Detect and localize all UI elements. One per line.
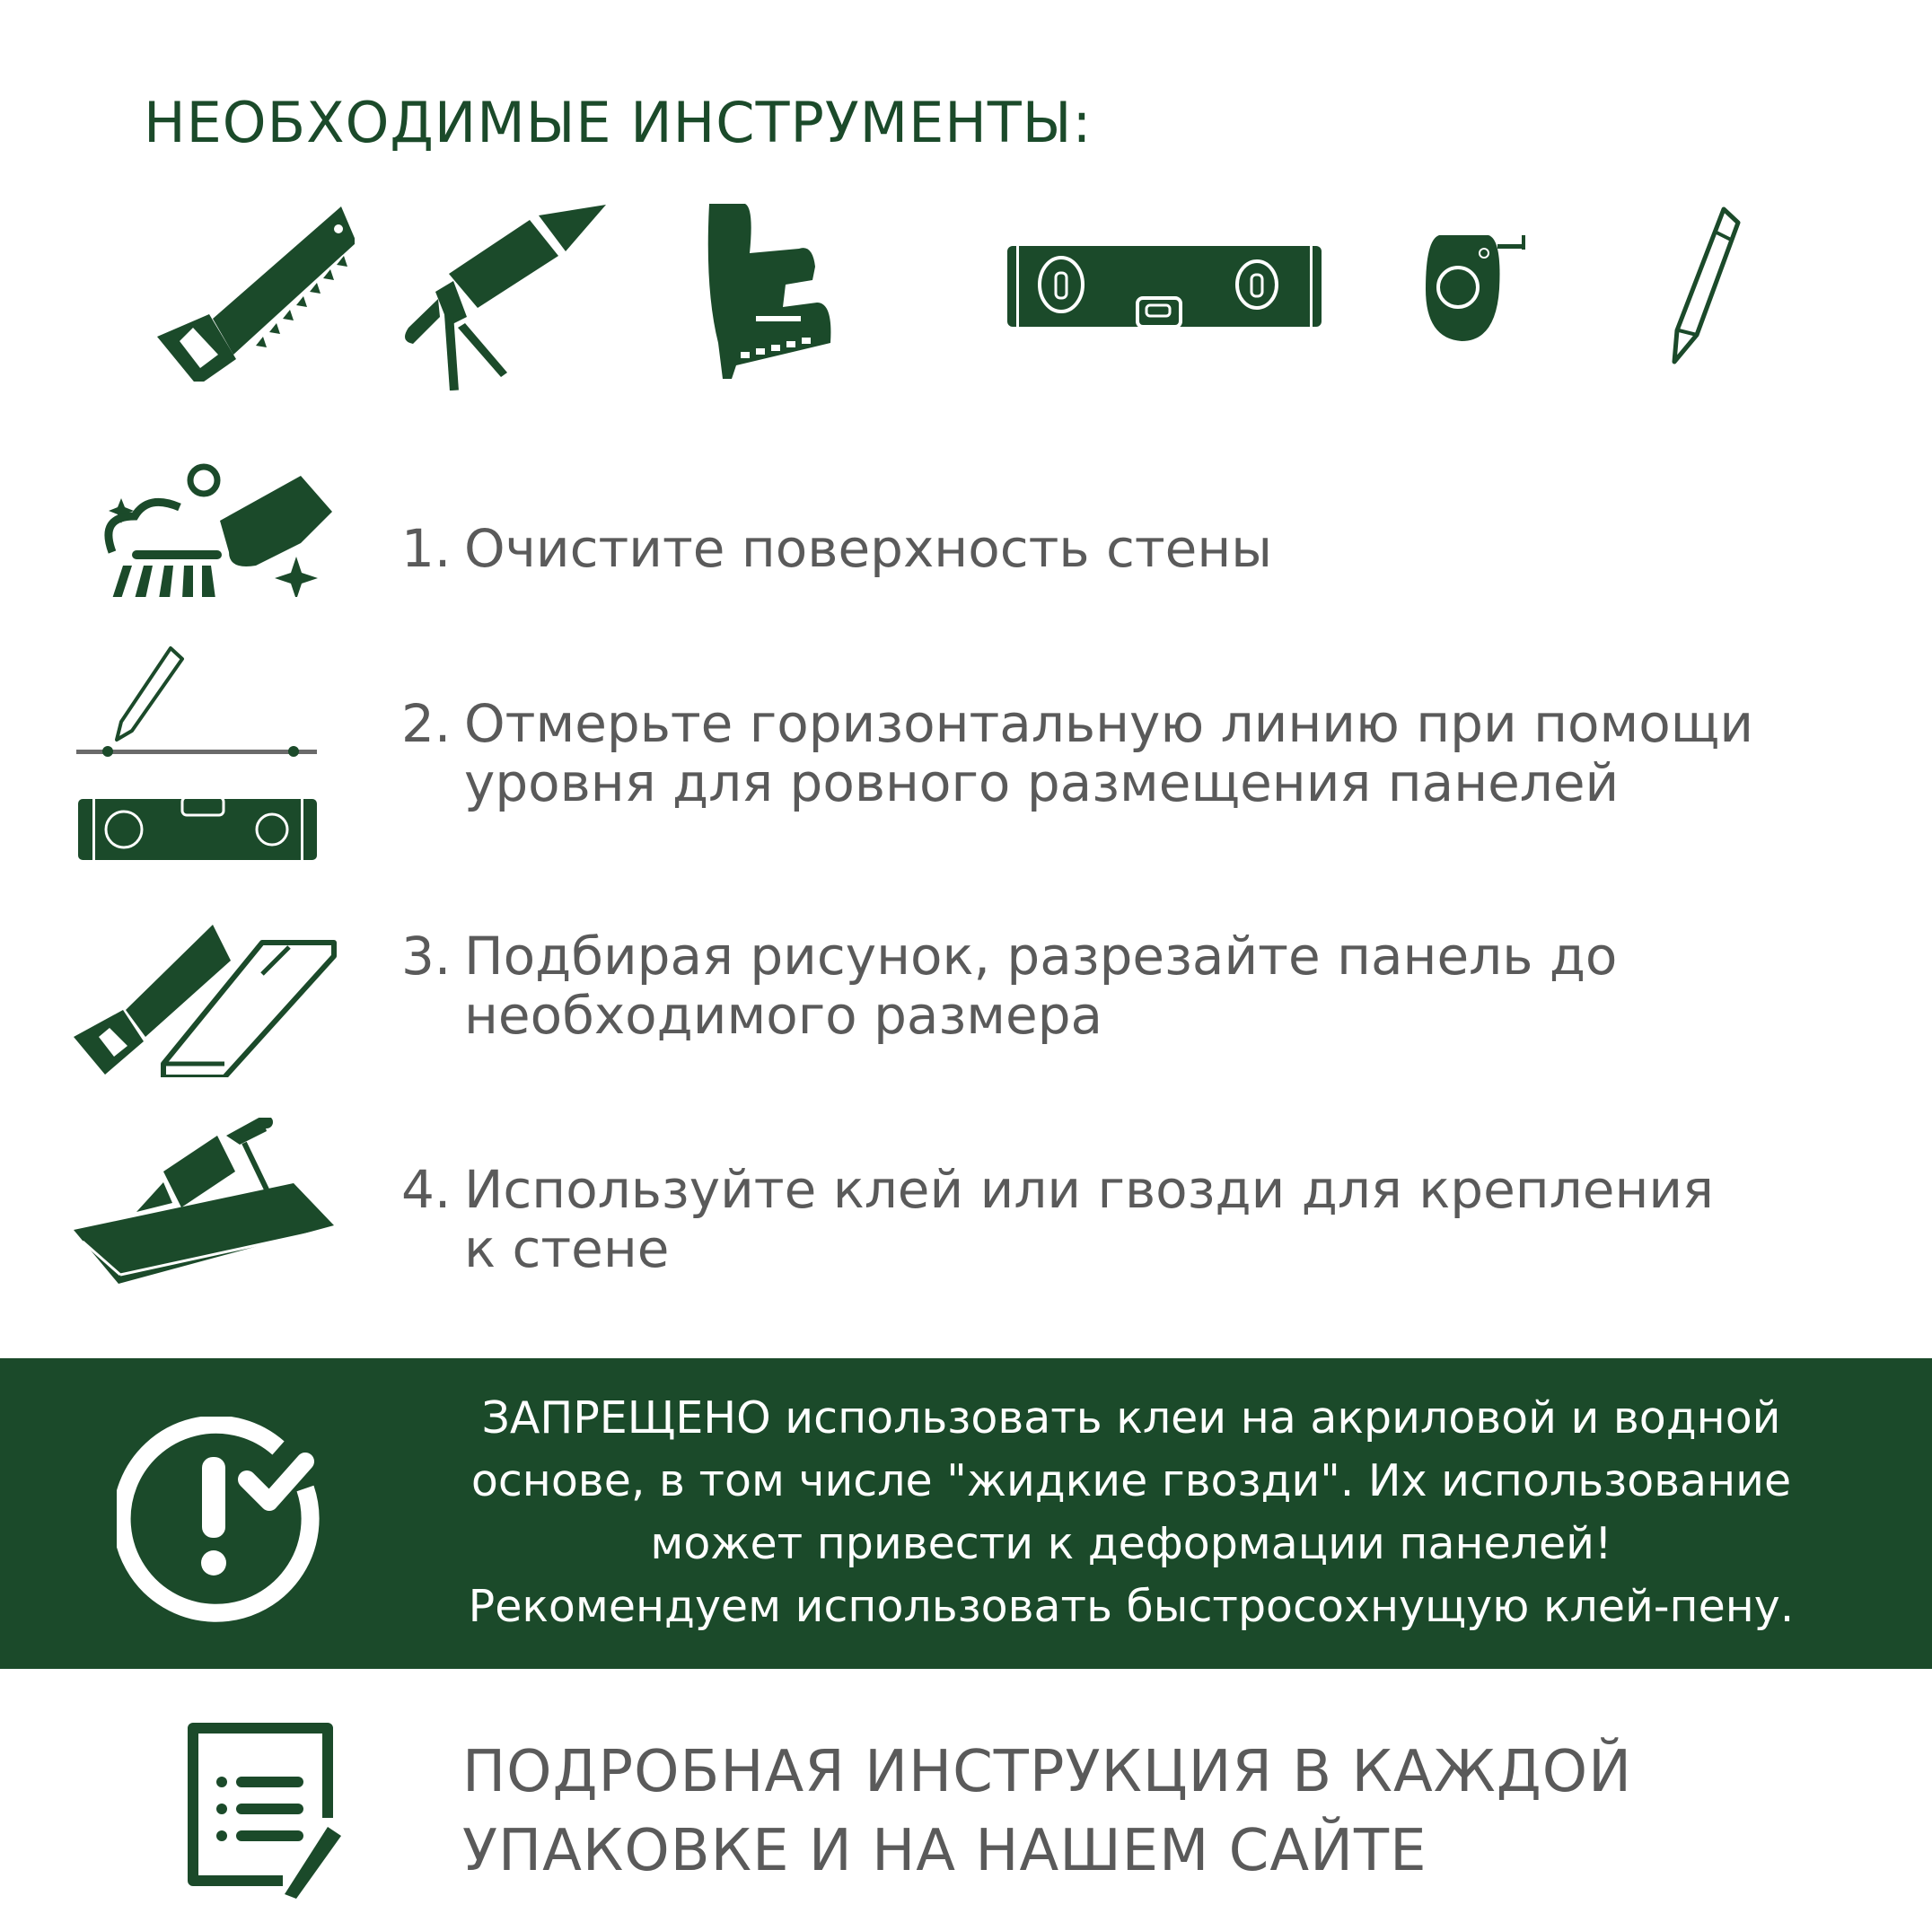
step-1 xyxy=(401,519,1272,578)
step-text-line1: Очистите поверхность стены xyxy=(464,518,1273,579)
step-number: 1. xyxy=(401,518,452,579)
glue-gun-panel-icon xyxy=(74,1118,343,1288)
spirit-level-icon xyxy=(1007,244,1322,329)
warning-line-1 xyxy=(395,1387,1867,1450)
hand-saw-icon xyxy=(148,202,355,382)
step-number: 4. xyxy=(401,1159,452,1220)
warning-line-2: основе, в том числе "жидкие гвозди". Их использование xyxy=(470,1455,1792,1506)
step-text-line1: Подбирая рисунок, разрезайте панель до xyxy=(464,926,1618,987)
nail-gun-icon xyxy=(700,199,907,388)
footer-line-2: УПАКОВКЕ И НА НАШЕМ САЙТЕ xyxy=(462,1818,1427,1884)
cleaning-brush-icon xyxy=(94,453,332,597)
step-text-line2: к стене xyxy=(464,1218,670,1279)
step-text-line1: Отмерьте горизонтальную линию при помощи xyxy=(464,693,1754,754)
warning-line-3: может привести к деформации панелей! xyxy=(650,1518,1612,1569)
warning-text xyxy=(395,1387,1867,1638)
saw-board-icon xyxy=(74,920,343,1077)
step-3 xyxy=(401,926,1617,1045)
step-number: 2. xyxy=(401,693,452,754)
step-2 xyxy=(401,694,1753,812)
warning-line-1-rest: использовать клеи на акриловой и водной xyxy=(770,1392,1781,1444)
caulking-gun-icon xyxy=(395,202,610,391)
pencil-icon xyxy=(1670,205,1742,366)
document-edit-icon xyxy=(184,1719,355,1899)
page-title: НЕОБХОДИМЫЕ ИНСТРУМЕНТЫ: xyxy=(144,90,1093,155)
step-text-line2: необходимого размера xyxy=(464,985,1103,1046)
pencil-level-icon xyxy=(76,639,319,864)
step-text-line2: уровня для ровного размещения панелей xyxy=(464,752,1620,813)
step-number: 3. xyxy=(401,926,452,987)
footer-note xyxy=(462,1733,1632,1891)
footer-line-1: ПОДРОБНАЯ ИНСТРУКЦИЯ В КАЖДОЙ xyxy=(462,1739,1632,1805)
warning-line-4: Рекомендуем использовать быстросохнущую клей-пену. xyxy=(468,1581,1795,1632)
tape-measure-icon xyxy=(1426,235,1583,343)
alert-check-icon xyxy=(117,1417,323,1623)
warning-emphasis: ЗАПРЕЩЕНО xyxy=(481,1392,771,1444)
step-text-line1: Используйте клей или гвозди для крепления xyxy=(464,1159,1714,1220)
step-4 xyxy=(401,1160,1714,1278)
